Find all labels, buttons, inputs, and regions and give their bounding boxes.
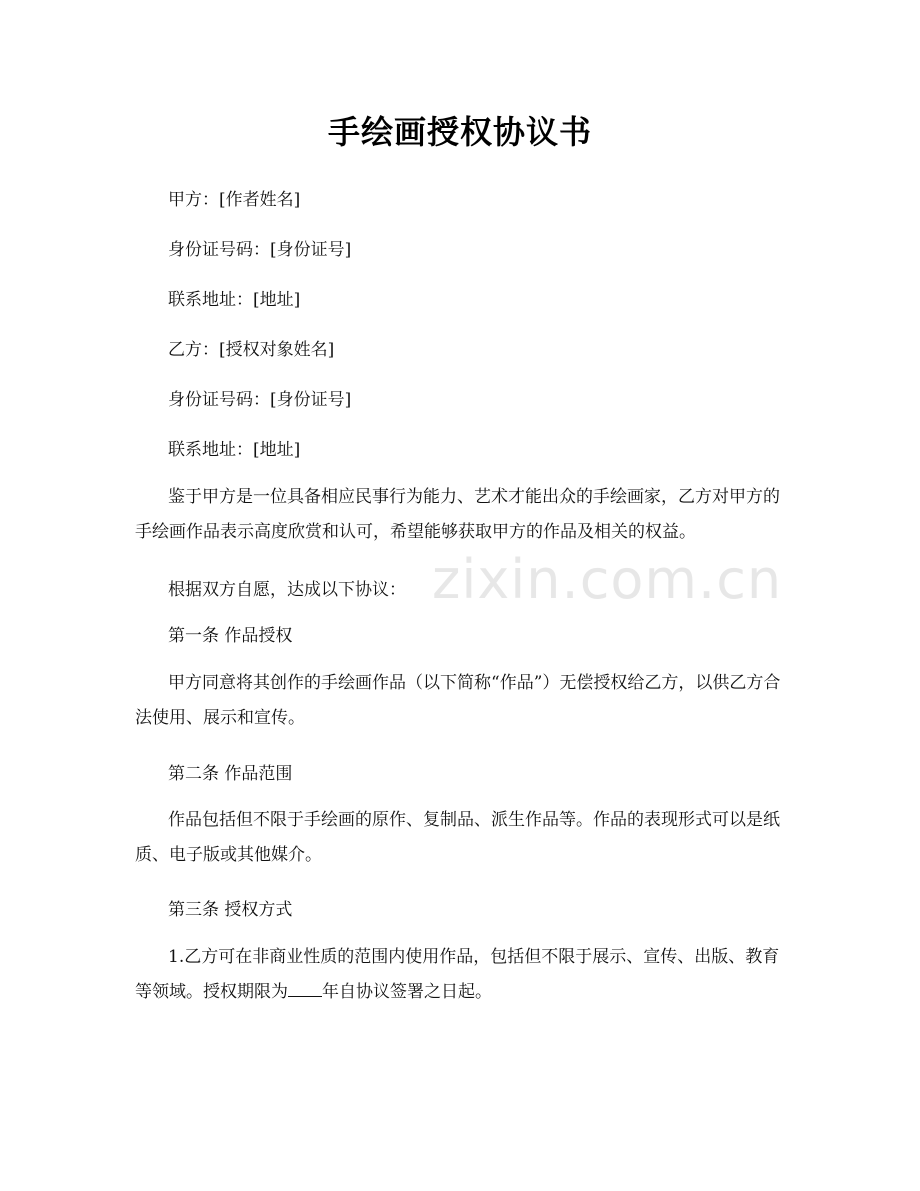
party-b-name: 乙方：[授权对象姓名] xyxy=(168,340,335,360)
article-3-item-1 xyxy=(135,940,785,1010)
term-years-blank xyxy=(288,980,322,997)
article-1-heading: 第一条 作品授权 xyxy=(168,626,293,646)
article-3-item-1-text-a: 1.乙方可在非商业性质的范围内使用作品，包括但不限于展示、宣传、出版、教育等领域。授权期限为 xyxy=(135,947,780,1002)
party-a-address: 联系地址：[地址] xyxy=(168,290,301,310)
document-title: 手绘画授权协议书 xyxy=(327,113,592,151)
party-b-id: 身份证号码：[身份证号] xyxy=(168,390,352,410)
article-2-body: 作品包括但不限于手绘画的原作、复制品、派生作品等。作品的表现形式可以是纸质、电子版或其他媒介。 xyxy=(135,810,780,865)
article-3-heading: 第三条 授权方式 xyxy=(168,900,293,920)
watermark-text: zixin.com.cn xyxy=(432,548,783,611)
agreement-intro: 根据双方自愿，达成以下协议： xyxy=(168,580,406,600)
article-1-body: 甲方同意将其创作的手绘画作品（以下简称“作品”）无偿授权给乙方，以供乙方合法使用、展示和宣传。 xyxy=(135,673,781,728)
party-b-address: 联系地址：[地址] xyxy=(168,440,301,460)
article-2-heading: 第二条 作品范围 xyxy=(168,764,293,784)
party-a-name: 甲方：[作者姓名] xyxy=(168,190,301,210)
article-3-item-1-text-b: 年自协议签署之日起。 xyxy=(322,982,492,1002)
party-a-id: 身份证号码：[身份证号] xyxy=(168,240,352,260)
recital-paragraph: 鉴于甲方是一位具备相应民事行为能力、艺术才能出众的手绘画家，乙方对甲方的手绘画作品表示高度欣赏和认可，希望能够获取甲方的作品及相关的权益。 xyxy=(135,487,780,542)
